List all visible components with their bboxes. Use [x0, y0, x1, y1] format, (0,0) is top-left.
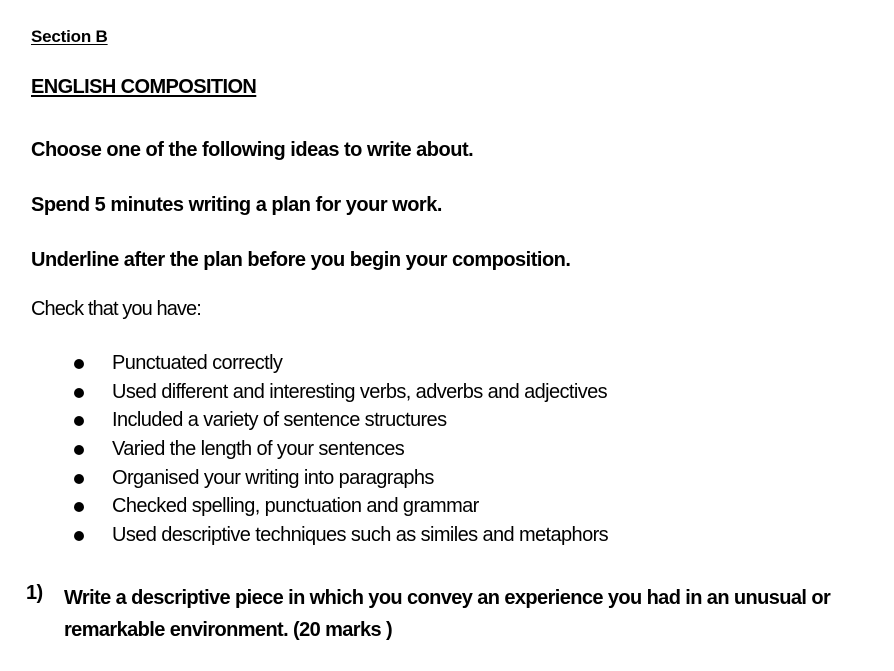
bullet-icon	[74, 416, 84, 426]
instruction-plan: Spend 5 minutes writing a plan for your work.	[31, 194, 442, 216]
section-label: Section B	[31, 27, 108, 46]
bullet-icon	[74, 502, 84, 512]
bullet-icon	[74, 531, 84, 541]
list-item-text: Used descriptive techniques such as similes and metaphors	[112, 524, 609, 547]
list-item-text: Punctuated correctly	[112, 352, 283, 374]
question-text: Write a descriptive piece in which you convey an experience you had in an unusual or remarkable environment. (20 marks )	[64, 587, 831, 641]
bullet-icon	[74, 359, 84, 369]
bullet-icon	[74, 388, 84, 398]
bullet-icon	[74, 474, 84, 484]
list-item-text: Included a variety of sentence structures	[112, 409, 447, 432]
list-item-text: Organised your writing into paragraphs	[112, 466, 434, 489]
instruction-underline: Underline after the plan before you begin your composition.	[31, 249, 571, 271]
bullet-icon	[74, 445, 84, 455]
instruction-choose: Choose one of the following ideas to write about.	[31, 139, 474, 161]
list-item-text: Varied the length of your sentences	[112, 438, 405, 461]
question-number: 1)	[26, 582, 43, 604]
page-title: ENGLISH COMPOSITION	[31, 76, 257, 98]
checklist-intro: Check that you have:	[31, 298, 201, 320]
list-item-text: Checked spelling, punctuation and grammar	[112, 495, 479, 518]
list-item-text: Used different and interesting verbs, adverbs and adjectives	[112, 380, 608, 403]
